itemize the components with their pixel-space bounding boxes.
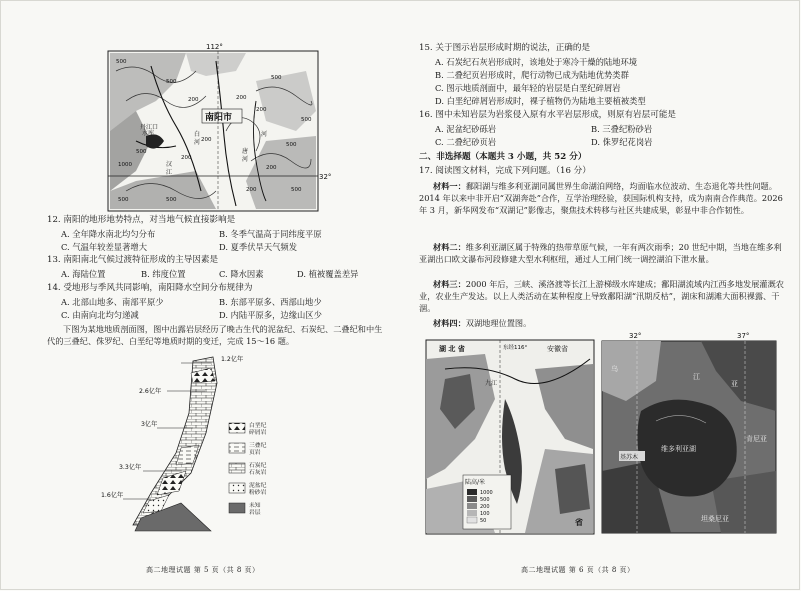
left-page	[1, 1, 401, 591]
river-label: 水库	[142, 130, 155, 137]
anhui-label: 安徽省	[547, 345, 568, 353]
contour-label: 500	[116, 59, 127, 65]
region-label: 坦桑尼亚	[701, 515, 729, 523]
legend-label: 石炭纪	[249, 463, 267, 469]
q12-option-c[interactable]: C. 气温年较差显著增大	[61, 242, 147, 252]
page-footer-right: 高二地理试题 第 6 页（共 8 页）	[521, 566, 635, 574]
section-two-heading: 二、非选择题（本题共 3 小题，共 52 分）	[419, 152, 587, 162]
nanyang-topographic-map	[106, 41, 336, 213]
material-three-text: 2000 年后，三峡、溪洛渡等长江上游梯级水库建成；鄱阳湖流域内江西多地发展灌溉农业，农业生产发达。以上人类活动在某种程度上导致鄱阳湖“汛期反枯”，湖床和湖滩大面积裸露、干涸。	[419, 279, 784, 314]
legend-label: 页岩	[249, 450, 261, 456]
legend-value: 100	[480, 511, 490, 517]
material-one	[419, 180, 785, 217]
contour-label: 200	[256, 107, 267, 113]
contour-label: 500	[166, 79, 177, 85]
q15-option-c[interactable]: C. 图示地质剖面中，最年轻的岩层是白垩纪碎屑岩	[435, 83, 621, 93]
material-three	[419, 278, 785, 315]
latitude-label: 32°	[319, 173, 332, 181]
material-four	[419, 317, 785, 329]
q14-option-d[interactable]: D. 内陆平原多，边缘山区少	[219, 310, 322, 320]
age-label: 1.2亿年	[221, 356, 244, 363]
material-two-label: 材料二：	[433, 242, 466, 252]
q12-option-a[interactable]: A. 全年降水南北均匀分布	[61, 229, 156, 239]
contour-label: 500	[301, 117, 312, 123]
contour-label: 500	[166, 197, 177, 203]
legend-label: 岩层	[249, 510, 261, 516]
q15-option-a[interactable]: A. 石炭纪石灰岩形成时，该地处于寒冷干燥的陆地环境	[435, 57, 638, 67]
longitude-label: 112°	[206, 43, 223, 51]
contour-label: 500	[271, 75, 282, 81]
q15-option-b[interactable]: B. 二叠纪页岩形成时，爬行动物已成为陆地优势类群	[435, 70, 629, 80]
legend-label: 粉砂岩	[249, 490, 267, 496]
legend-value: 500	[480, 497, 490, 503]
nanyang-city-label: 南阳市	[205, 113, 233, 123]
legend-label: 石灰岩	[249, 470, 267, 476]
river-label: 丹江口	[140, 124, 159, 131]
contour-label: 500	[118, 197, 129, 203]
legend-value: 50	[480, 518, 487, 524]
question-15-stem: 15. 关于图示岩层形成时期的说法，正确的是	[419, 43, 591, 53]
question-14-stem: 14. 受地形与季风共同影响，南阳降水空间分布规律为	[47, 283, 253, 293]
kisumu-label: 基苏木	[620, 454, 639, 461]
question-17-stem: 17. 阅读图文材料，完成下列问题。（16 分）	[419, 166, 591, 176]
material-three-label: 材料三：	[433, 279, 466, 289]
material-four-label: 材料四：	[433, 318, 466, 328]
material-four-text: 双湖地理位置图。	[465, 318, 532, 328]
q14-option-b[interactable]: B. 东部平原多、西部山地少	[219, 297, 322, 307]
river-label: 白	[194, 131, 201, 138]
q16-option-b[interactable]: B. 三叠纪粉砂岩	[591, 124, 653, 134]
material-one-label: 材料一：	[433, 181, 466, 191]
longitude-label: 32°	[629, 332, 642, 340]
q16-option-d[interactable]: D. 侏罗纪花岗岩	[591, 137, 653, 147]
legend-label: 三叠纪	[249, 443, 267, 449]
right-page	[401, 1, 801, 591]
legend-label: 未知	[249, 503, 261, 509]
page-footer-left: 高二地理试题 第 5 页（共 8 页）	[146, 566, 260, 574]
river-label: 河	[194, 139, 201, 146]
contour-label: 500	[291, 187, 302, 193]
q15-option-d[interactable]: D. 白垩纪碎屑岩形成时，裸子植物仍为陆地主要植被类型	[435, 96, 646, 106]
contour-label: 500	[136, 149, 147, 155]
hubei-label: 湖 北 省	[439, 345, 465, 353]
river-label: 汉	[166, 161, 173, 168]
river-label: 河	[242, 156, 249, 163]
material-one-text: 鄱阳湖与维多利亚湖同属世界生命湖泊网络，均面临水位波动、生态退化等共性问题。2014 年以来中非开启“双湖奔赴”合作，互学治理经验，获国际机构支持，成为南南合作典范。2026 年 3 月，新华网发布“双湖记”影像志，聚焦技术转移与社区共建成果，彰显中非合作韧性。	[419, 181, 783, 216]
longitude-label: 东经116°	[503, 345, 528, 351]
legend-label: 泥盆纪	[249, 483, 267, 489]
contour-label: 200	[181, 155, 192, 161]
legend-label: 碎屑岩	[249, 430, 267, 436]
contour-label: 200	[236, 95, 247, 101]
legend-value: 200	[480, 504, 490, 510]
victoria-lake-label: 维多利亚湖	[661, 445, 696, 453]
age-label: 3.3亿年	[119, 464, 142, 471]
geologic-cross-section	[101, 353, 331, 533]
longitude-label: 37°	[737, 332, 750, 340]
q13-option-d[interactable]: D. 植被覆盖差异	[297, 269, 359, 279]
question-13-stem: 13. 南阳南北气候过渡特征形成的主导因素是	[47, 255, 219, 265]
contour-label: 200	[201, 137, 212, 143]
legend-title: 陆高/米	[465, 479, 486, 486]
q14-option-c[interactable]: C. 由南向北均匀递减	[61, 310, 139, 320]
section-legend	[229, 421, 267, 516]
contour-label: 200	[266, 165, 277, 171]
q16-option-a[interactable]: A. 泥盆纪砂砾岩	[435, 124, 497, 134]
contour-label: 1000	[118, 162, 132, 168]
river-label: 唐	[242, 148, 249, 155]
legend-value: 1000	[480, 490, 493, 496]
q13-option-a[interactable]: A. 海陆位置	[61, 269, 106, 279]
q14-option-a[interactable]: A. 北部山地多、南部平原少	[61, 297, 164, 307]
contour-label: 200	[246, 187, 257, 193]
region-label: 肯尼亚	[746, 435, 767, 443]
q13-option-c[interactable]: C. 降水因素	[219, 269, 264, 279]
question-16-stem: 16. 图中未知岩层为岩浆侵入原有水平岩层形成，则原有岩层可能是	[419, 110, 677, 120]
age-label: 2.6亿年	[139, 388, 162, 395]
contour-label: 200	[188, 97, 199, 103]
age-label: 1.6亿年	[101, 492, 124, 499]
region-label: 江	[693, 373, 700, 381]
q16-option-c[interactable]: C. 二叠纪砂页岩	[435, 137, 497, 147]
question-12-stem: 12. 南阳的地形地势特点，对当地气候直接影响是	[47, 215, 236, 225]
river-label: 河	[261, 131, 268, 138]
age-label: 3亿年	[141, 421, 158, 428]
river-label: 江	[166, 169, 173, 176]
material-two	[419, 241, 785, 265]
q13-option-b[interactable]: B. 纬度位置	[141, 269, 186, 279]
victoria-lake-map	[601, 331, 777, 535]
jiujiang-label: 九江	[485, 380, 498, 387]
q12-option-b[interactable]: B. 冬季气温高于同纬度平原	[219, 229, 322, 239]
poyang-lake-map	[425, 339, 595, 535]
geologic-section-intro: 下图为某地地质剖面图，图中出露岩层经历了晚古生代的泥盆纪、石炭纪、二叠纪和中生代的三叠纪、侏罗纪、白垩纪等地质时期的变迁，完成 15～16 题。	[47, 324, 383, 347]
legend-label: 白垩纪	[249, 423, 267, 429]
material-two-text: 维多利亚湖区属于特殊的热带草原气候，一年有两次雨季；20 世纪中期，当地在维多利亚湖出口欧文瀑布河段修建大型水利枢纽，通过人工闸门统一调控湖泊下泄水量。	[419, 242, 782, 265]
q12-option-d[interactable]: D. 夏季伏旱天气频发	[219, 242, 298, 252]
province-label: 省	[575, 518, 583, 527]
region-label: 乌	[611, 365, 618, 373]
region-label: 亚	[731, 380, 738, 388]
contour-label: 500	[286, 142, 297, 148]
